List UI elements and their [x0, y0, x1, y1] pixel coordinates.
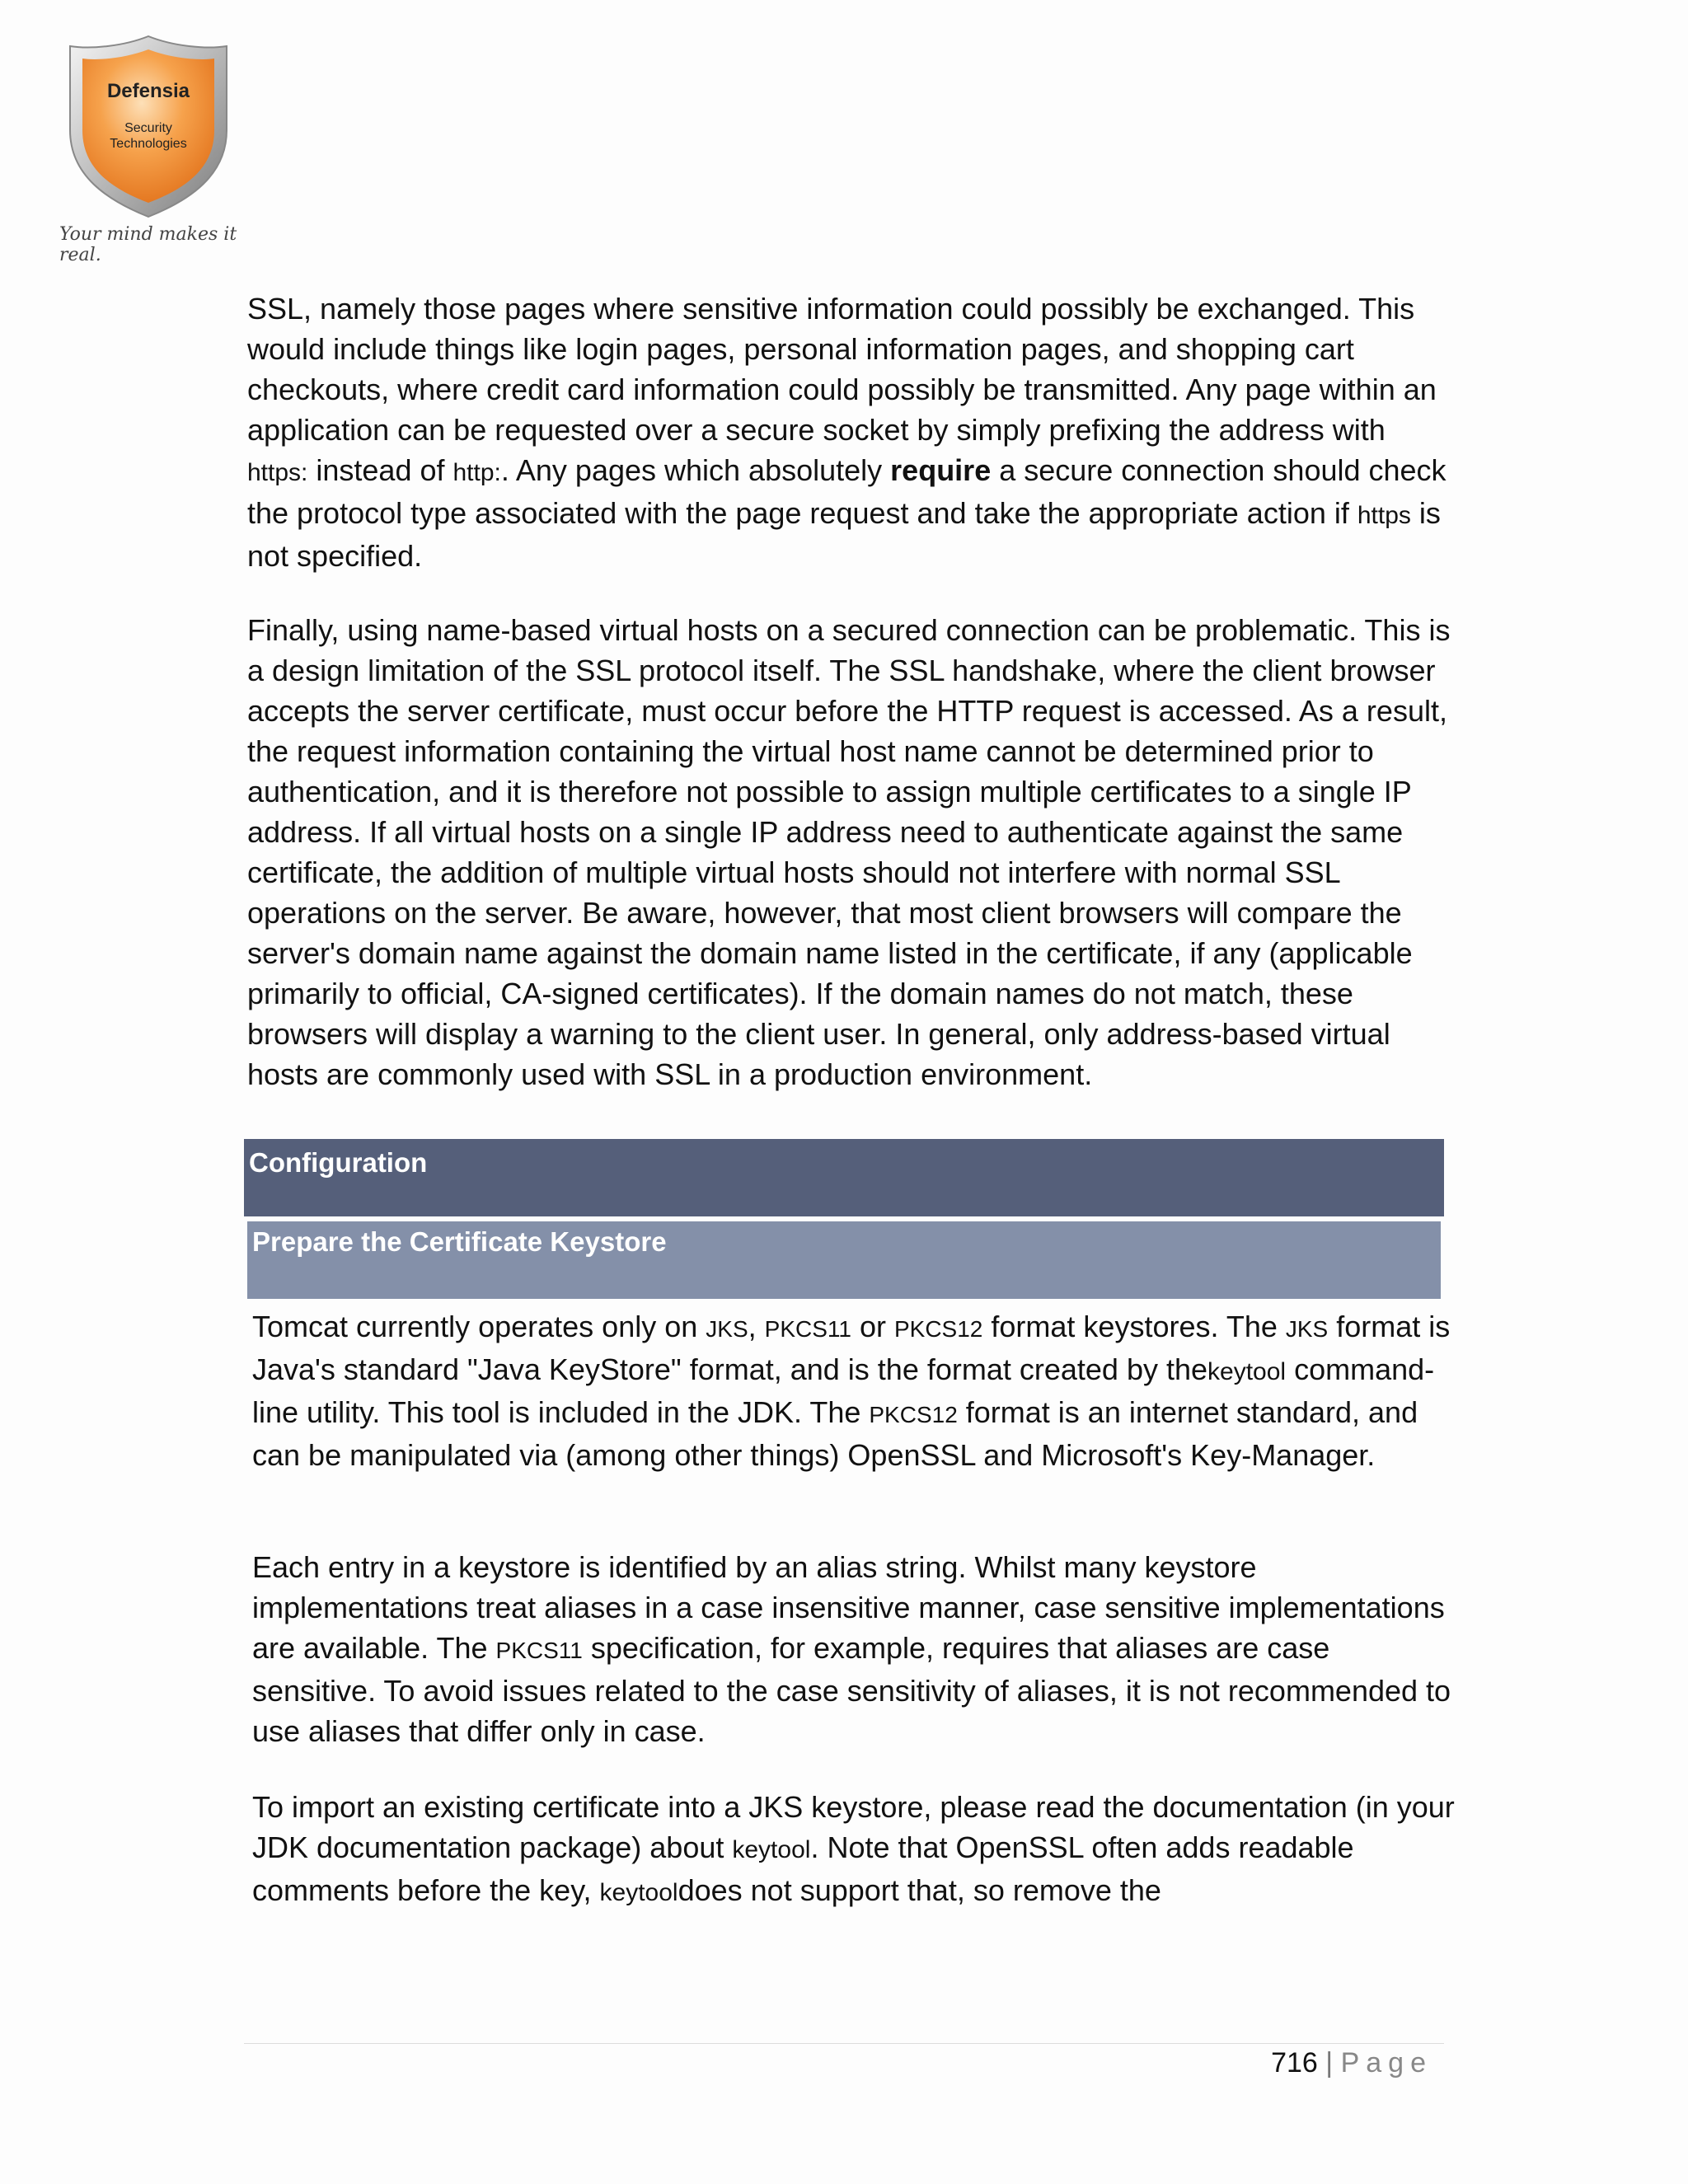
paragraph-alias: Each entry in a keystore is identified by an alias string. Whilst many keystore implementations treat aliases in a case insensitive manner, case sensitive implementations are available. The PKCS11 specification, for example, requires that aliases are case sensitive. To avoid issues related to the case sensitivity of aliases, it is not recommended to use aliases that differ only in case. [252, 1550, 1451, 1748]
logo-name: Defensia [106, 80, 190, 102]
emphasis: require [890, 453, 992, 487]
subsection-heading: Prepare the Certificate Keystore [252, 1226, 667, 1257]
logo-tagline: Your mind makes it real. [59, 224, 237, 265]
page-label: Page [1340, 2047, 1432, 2079]
inline-code: https [1357, 502, 1411, 529]
page-footer [1271, 2047, 1432, 2079]
page-number: 716 [1271, 2047, 1318, 2079]
shield-logo-icon [58, 31, 239, 221]
section-heading: Configuration [249, 1147, 428, 1178]
section-heading-bar [244, 1139, 1444, 1216]
paragraph-ssl-pages: SSL, namely those pages where sensitive information could possibly be exchanged. This would include things like login pages, personal information pages, and shopping cart checkouts, where credit card information could possibly be transmitted. Any page within an application can be requested over a secure socket by simply prefixing the address with https: instead of http:. Any pages which absolutely require a secure connection should check the protocol type associated with the page request and take the appropriate action if https is not specified. [247, 292, 1447, 573]
footer-divider [244, 2043, 1444, 2044]
paragraph-import-certificate: To import an existing certificate into a JKS keystore, please read the documentation (in your JDK documentation package) about keytool. Note that OpenSSL often adds readable comments before the key, keytooldoes not support that, so remove the [252, 1790, 1455, 1907]
subsection-heading-bar [247, 1221, 1441, 1299]
paragraph-virtual-hosts: Finally, using name-based virtual hosts on a secured connection can be problematic. This is a design limitation of the SSL protocol itself. The SSL handshake, where the client browser accepts the server certificate, must occur before the HTTP request is accessed. As a result, the request information containing the virtual host name cannot be determined prior to authentication, and it is therefore not possible to assign multiple certificates to a single IP address. If all virtual hosts on a single IP address need to authenticate against the same certificate, the addition of multiple virtual hosts should not interfere with normal SSL operations on the server. Be aware, however, that most client browsers will compare the server's domain name against the domain name listed in the certificate, if any (applicable primarily to official, CA-signed certificates). If the domain names do not match, these browsers will display a warning to the client user. In general, only address-based virtual hosts are commonly used with SSL in a production environment. [247, 613, 1451, 1091]
inline-code: https: [247, 459, 308, 486]
logo-line2: Security [124, 121, 172, 135]
footer-separator: | [1325, 2047, 1334, 2079]
logo-line3: Technologies [110, 137, 187, 151]
paragraph-keystore-formats: Tomcat currently operates only on JKS, PKCS11 or PKCS12 format keystores. The JKS format is Java's standard "Java KeyStore" format, and is the format created by thekeytool command-line utility. This tool is included in the JDK. The PKCS12 format is an internet standard, and can be manipulated via (among other things) OpenSSL and Microsoft's Key-Manager. [252, 1310, 1451, 1472]
inline-code: http: [452, 459, 501, 486]
